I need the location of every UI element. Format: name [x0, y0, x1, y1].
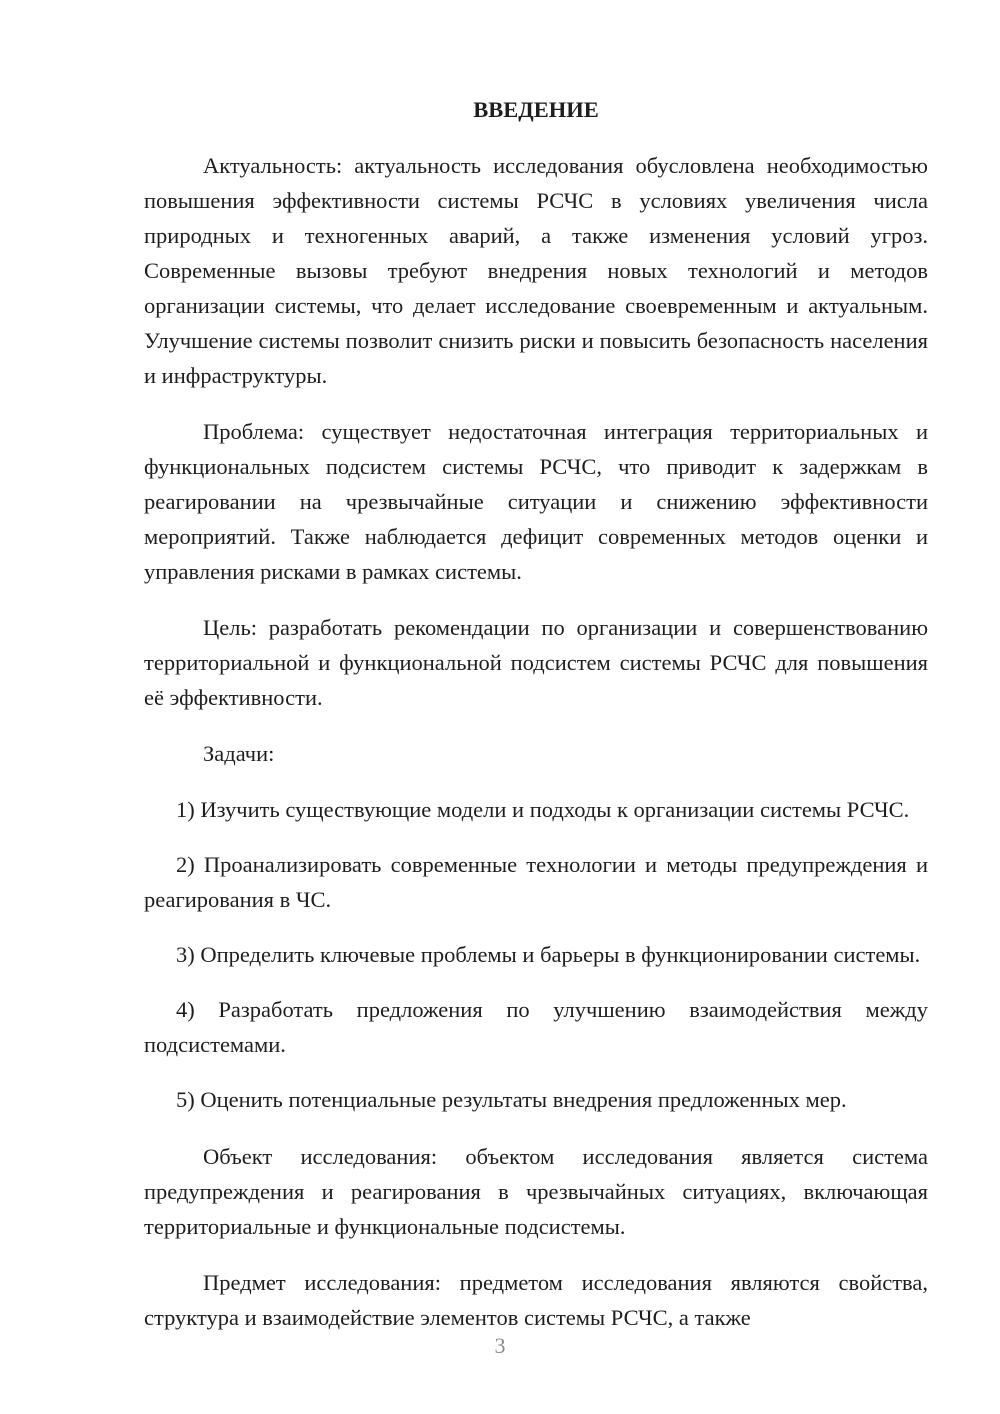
- task-item-1: 1) Изучить существующие модели и подходы к организации системы РСЧС.: [176, 797, 910, 822]
- paragraph-relevance: Актуальность: актуальность исследования обусловлена необходимостью повышения эффективности системы РСЧС в условиях увеличения числа природных и техногенных аварий, а также изменения условий угроз. Современные вызовы требуют внедрения новых технологий и методов организации системы, что делает исследование своевременным и актуальным. Улучшение системы позволит снизить риски и повысить безопасность населения и инфраструктуры.: [144, 153, 928, 388]
- task-item-5: 5) Оценить потенциальные результаты внедрения предложенных мер.: [176, 1087, 847, 1112]
- paragraph-goal: Цель: разработать рекомендации по организации и совершенствованию территориальной и функциональной подсистем системы РСЧС для повышения её эффективности.: [144, 615, 928, 710]
- document-body: [144, 92, 928, 1356]
- task-item-3: 3) Определить ключевые проблемы и барьеры в функционировании системы.: [176, 942, 921, 967]
- task-item-4: 4) Разработать предложения по улучшению взаимодействия между подсистемами.: [144, 997, 928, 1057]
- section-title: ВВЕДЕНИЕ: [473, 97, 599, 122]
- tasks-heading: Задачи:: [203, 741, 275, 766]
- task-item-2: 2) Проанализировать современные технологии и методы предупреждения и реагирования в ЧС.: [144, 852, 928, 912]
- paragraph-subject: Предмет исследования: предметом исследования являются свойства, структура и взаимодействие элементов системы РСЧС, а также: [144, 1270, 928, 1330]
- page-number: 3: [494, 1333, 506, 1358]
- paragraph-object: Объект исследования: объектом исследования является система предупреждения и реагирования в чрезвычайных ситуациях, включающая территориальные и функциональные подсистемы.: [144, 1144, 928, 1239]
- paragraph-problem: Проблема: существует недостаточная интеграция территориальных и функциональных подсистем системы РСЧС, что приводит к задержкам в реагировании на чрезвычайные ситуации и снижению эффективности мероприятий. Также наблюдается дефицит современных методов оценки и управления рисками в рамках системы.: [144, 419, 928, 584]
